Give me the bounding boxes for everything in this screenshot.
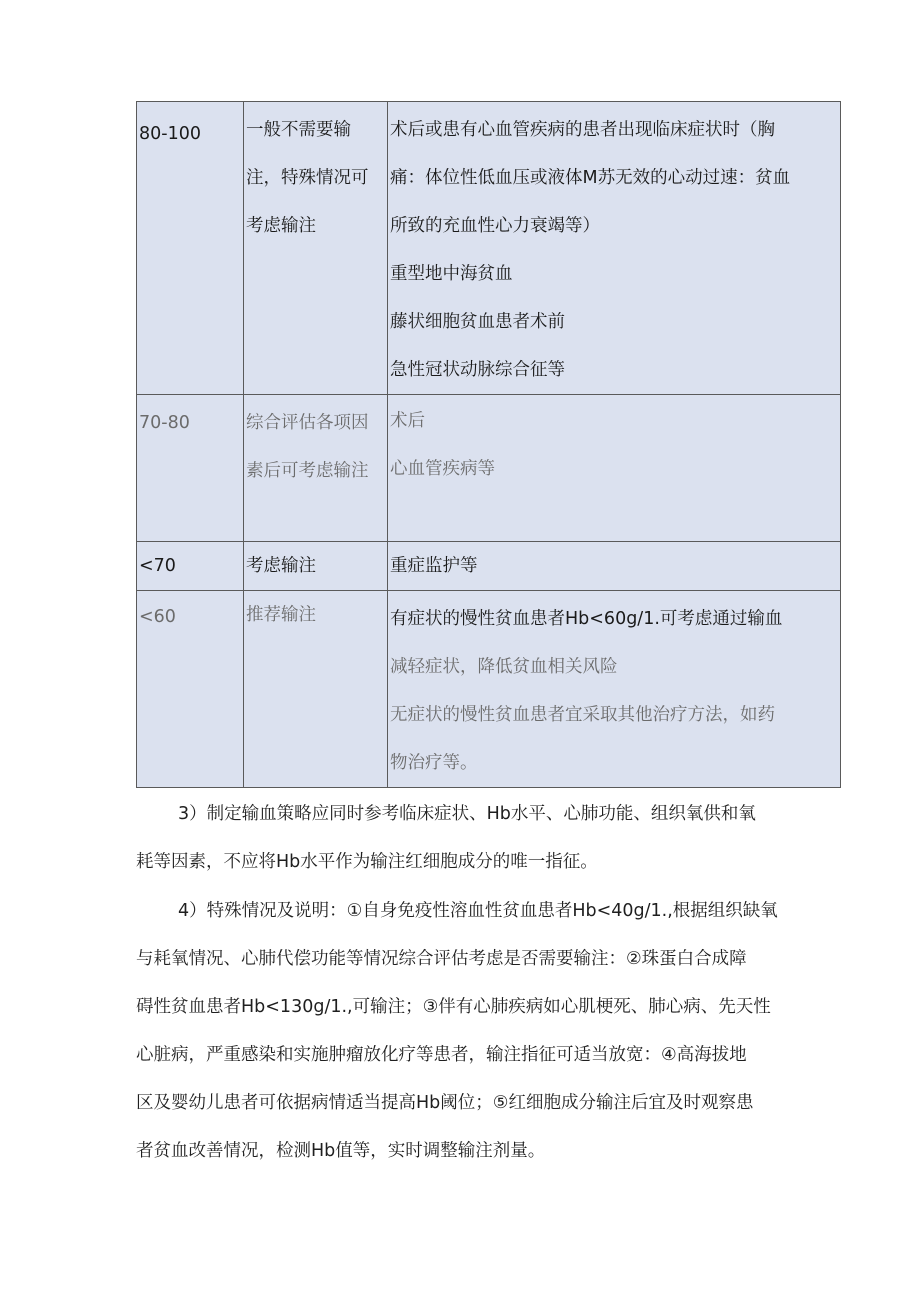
condition-line: 术后	[390, 411, 425, 431]
advice-line: 注，特殊情况可	[246, 168, 369, 188]
table-row	[137, 102, 841, 395]
advice-cell	[244, 591, 388, 788]
advice-line: 考虑输注	[246, 556, 316, 576]
paragraph-4	[136, 887, 840, 1175]
hb-level-text: 80-100	[139, 124, 201, 144]
condition-line: 心血管疾病等	[390, 459, 495, 479]
paragraph-line: 4）特殊情况及说明：①自身免疫性溶血性贫血患者Hb<40g/1.,根据组织缺氧	[178, 901, 778, 921]
transfusion-criteria-table	[136, 101, 841, 788]
advice-line: 一般不需要输	[246, 120, 351, 140]
condition-line: 重型地中海贫血	[390, 264, 513, 284]
paragraph-line: 区及婴幼儿患者可依据病情适当提高Hb阈位；⑤红细胞成分输注后宜及时观察患	[136, 1093, 754, 1113]
paragraph-line: 3）制定输血策略应同时参考临床症状、Hb水平、心肺功能、组织氧供和氧	[178, 804, 756, 824]
condition-line: 藤状细胞贫血患者术前	[390, 312, 565, 332]
condition-line: 痛：体位性低血压或液体M苏无效的心动过速：贫血	[390, 168, 791, 188]
table-row	[137, 542, 841, 591]
paragraph-3	[136, 790, 840, 886]
advice-line: 综合评估各项因	[246, 413, 369, 433]
condition-line: 减轻症状，降低贫血相关风险	[390, 657, 618, 677]
table-row	[137, 591, 841, 788]
hb-level-cell	[137, 542, 244, 591]
condition-line: 有症状的慢性贫血患者Hb<60g/1.可考虑通过输血	[390, 609, 783, 629]
conditions-cell	[388, 591, 841, 788]
condition-line: 物治疗等。	[390, 753, 478, 773]
condition-line: 急性冠状动脉综合征等	[390, 360, 565, 380]
paragraph-line: 心脏病，严重感染和实施肿瘤放化疗等患者，输注指征可适当放宽：④高海拔地	[136, 1045, 747, 1065]
advice-line: 考虑输注	[246, 216, 316, 236]
hb-level-cell	[137, 102, 244, 395]
paragraph-line: 者贫血改善情况，检测Hb值等，实时调整输注剂量。	[136, 1141, 546, 1161]
advice-line: 推荐输注	[246, 605, 316, 625]
advice-line: 素后可考虑输注	[246, 461, 369, 481]
table-row	[137, 395, 841, 542]
conditions-cell	[388, 102, 841, 395]
conditions-cell	[388, 542, 841, 591]
condition-line: 术后或患有心血管疾病的患者出现临床症状时（胸	[390, 120, 775, 140]
paragraph-line: 碍性贫血患者Hb<130g/1.,可输注；③伴有心肺疾病如心肌梗死、肺心病、先天性	[136, 997, 771, 1017]
conditions-cell	[388, 395, 841, 542]
hb-level-text: <60	[139, 607, 176, 627]
condition-line: 重症监护等	[390, 556, 478, 576]
advice-cell	[244, 102, 388, 395]
hb-level-text: <70	[139, 556, 176, 576]
advice-cell	[244, 395, 388, 542]
hb-level-cell	[137, 395, 244, 542]
hb-level-text: 70-80	[139, 413, 190, 433]
condition-line: 所致的充血性心力衰竭等）	[390, 216, 600, 236]
hb-level-cell	[137, 591, 244, 788]
paragraph-line: 耗等因素，不应将Hb水平作为输注红细胞成分的唯一指征。	[136, 852, 598, 872]
paragraph-line: 与耗氧情况、心肺代偿功能等情况综合评估考虑是否需要输注：②珠蛋白合成障	[136, 949, 747, 969]
condition-line: 无症状的慢性贫血患者宜采取其他治疗方法，如药	[390, 705, 775, 725]
advice-cell	[244, 542, 388, 591]
